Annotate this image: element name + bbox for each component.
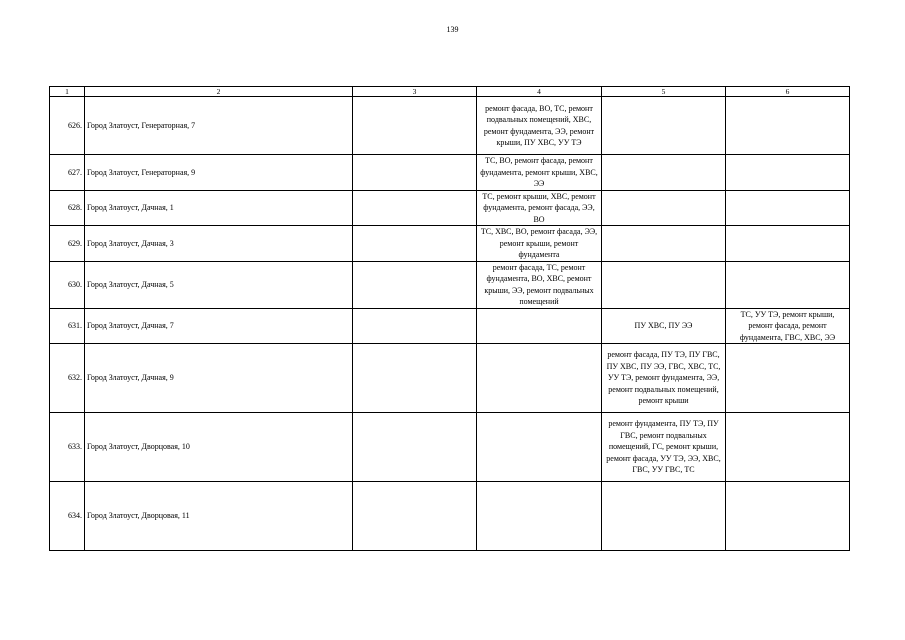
row-col5: ПУ ХВС, ПУ ЭЭ — [602, 308, 726, 344]
row-number: 634. — [50, 482, 85, 551]
row-address: Город Златоуст, Дворцовая, 11 — [85, 482, 353, 551]
table-row — [50, 308, 850, 344]
column-header: 5 — [602, 87, 726, 97]
row-col6 — [726, 482, 850, 551]
row-col6 — [726, 413, 850, 482]
column-header: 2 — [85, 87, 353, 97]
row-number: 632. — [50, 344, 85, 413]
row-col3 — [353, 155, 477, 191]
row-col6 — [726, 344, 850, 413]
row-number: 629. — [50, 226, 85, 262]
row-address: Город Златоуст, Дачная, 5 — [85, 261, 353, 308]
row-col3 — [353, 344, 477, 413]
row-col3 — [353, 261, 477, 308]
row-number: 633. — [50, 413, 85, 482]
row-number: 630. — [50, 261, 85, 308]
table-row — [50, 97, 850, 155]
row-col6 — [726, 261, 850, 308]
row-col4: ТС, ХВС, ВО, ремонт фасада, ЭЭ, ремонт крыши, ремонт фундамента — [477, 226, 602, 262]
row-col4: ТС, ремонт крыши, ХВС, ремонт фундамента, ремонт фасада, ЭЭ, ВО — [477, 190, 602, 226]
row-number: 626. — [50, 97, 85, 155]
row-col3 — [353, 97, 477, 155]
row-address: Город Златоуст, Дачная, 9 — [85, 344, 353, 413]
row-col6 — [726, 190, 850, 226]
table-row — [50, 226, 850, 262]
row-col4: ремонт фасада, ВО, ТС, ремонт подвальных помещений, ХВС, ремонт фундамента, ЭЭ, ремонт крыши, ПУ ХВС, УУ ТЭ — [477, 97, 602, 155]
row-number: 627. — [50, 155, 85, 191]
table-row — [50, 155, 850, 191]
row-col5: ремонт фасада, ПУ ТЭ, ПУ ГВС, ПУ ХВС, ПУ ЭЭ, ГВС, ХВС, ТС, УУ ТЭ, ремонт фундамента, ЭЭ, ремонт подвальных помещений, ремонт крыши — [602, 344, 726, 413]
column-header: 4 — [477, 87, 602, 97]
column-header: 1 — [50, 87, 85, 97]
row-col4: ремонт фасада, ТС, ремонт фундамента, ВО, ХВС, ремонт крыши, ЭЭ, ремонт подвальных помещений — [477, 261, 602, 308]
row-number: 631. — [50, 308, 85, 344]
row-address: Город Златоуст, Дачная, 7 — [85, 308, 353, 344]
table-row — [50, 190, 850, 226]
row-col5 — [602, 97, 726, 155]
works-table — [49, 86, 850, 551]
row-col6 — [726, 226, 850, 262]
table-row — [50, 261, 850, 308]
row-col6 — [726, 155, 850, 191]
row-col5: ремонт фундамента, ПУ ТЭ, ПУ ГВС, ремонт подвальных помещений, ГС, ремонт крыши, ремонт фасада, УУ ТЭ, ЭЭ, ХВС, ГВС, УУ ГВС, ТС — [602, 413, 726, 482]
row-col3 — [353, 308, 477, 344]
row-col4 — [477, 308, 602, 344]
row-col3 — [353, 413, 477, 482]
row-address: Город Златоуст, Генераторная, 9 — [85, 155, 353, 191]
table-row — [50, 482, 850, 551]
row-col5 — [602, 261, 726, 308]
row-col6 — [726, 97, 850, 155]
row-col5 — [602, 190, 726, 226]
row-col6: ТС, УУ ТЭ, ремонт крыши, ремонт фасада, ремонт фундамента, ГВС, ХВС, ЭЭ — [726, 308, 850, 344]
row-col3 — [353, 226, 477, 262]
row-col5 — [602, 226, 726, 262]
table-header-row — [50, 87, 850, 97]
row-col3 — [353, 482, 477, 551]
row-number: 628. — [50, 190, 85, 226]
table-row — [50, 413, 850, 482]
row-col4 — [477, 482, 602, 551]
row-address: Город Златоуст, Дворцовая, 10 — [85, 413, 353, 482]
column-header: 3 — [353, 87, 477, 97]
row-col5 — [602, 155, 726, 191]
row-address: Город Златоуст, Дачная, 1 — [85, 190, 353, 226]
row-col4 — [477, 413, 602, 482]
row-address: Город Златоуст, Генераторная, 7 — [85, 97, 353, 155]
row-col3 — [353, 190, 477, 226]
table-row — [50, 344, 850, 413]
column-header: 6 — [726, 87, 850, 97]
row-col4 — [477, 344, 602, 413]
row-col5 — [602, 482, 726, 551]
row-address: Город Златоуст, Дачная, 3 — [85, 226, 353, 262]
page-number: 139 — [446, 25, 459, 34]
row-col4: ТС, ВО, ремонт фасада, ремонт фундамента, ремонт крыши, ХВС, ЭЭ — [477, 155, 602, 191]
